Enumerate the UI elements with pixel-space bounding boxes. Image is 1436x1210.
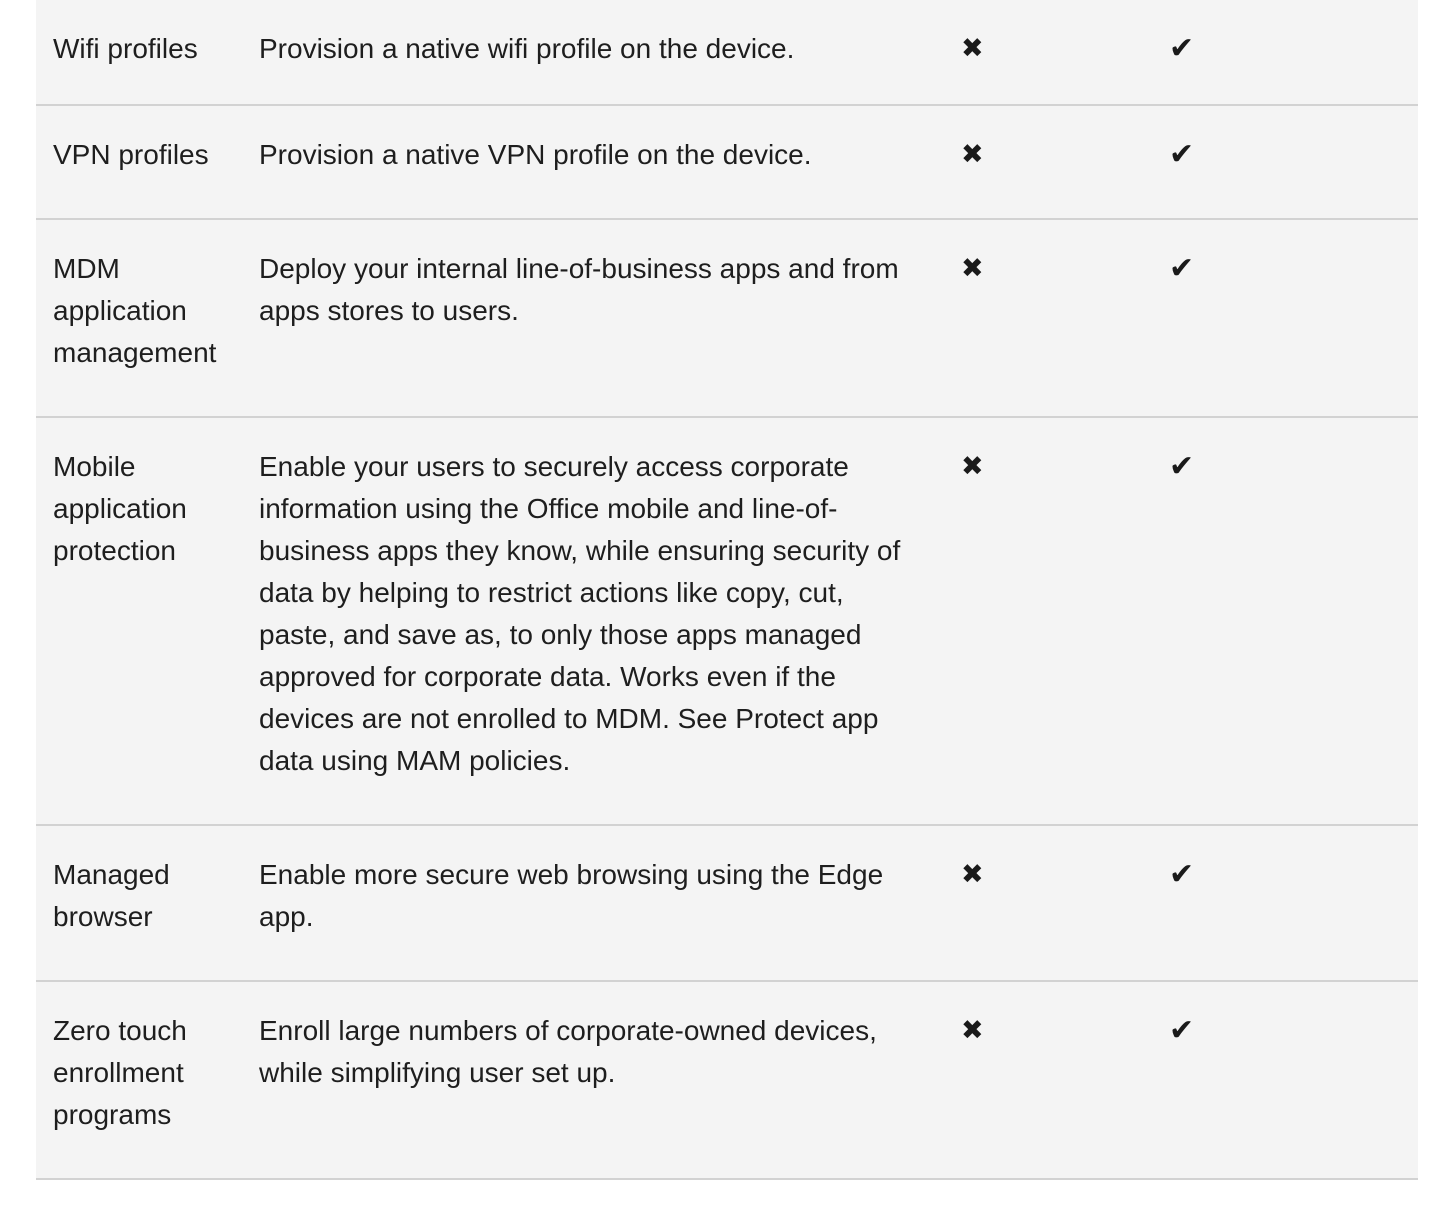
check-icon: ✔ bbox=[1169, 449, 1195, 484]
feature-name: Managed browser bbox=[53, 859, 170, 932]
feature-description: Provision a native VPN profile on the device. bbox=[259, 139, 812, 170]
feature-name: MDM application management bbox=[53, 253, 217, 368]
feature-description: Enroll large numbers of corporate-owned devices, while simplifying user set up. bbox=[259, 1015, 877, 1088]
feature-description: Enable more secure web browsing using the Edge app. bbox=[259, 859, 884, 932]
check-icon: ✔ bbox=[1169, 1013, 1195, 1048]
feature-name: Mobile application protection bbox=[53, 451, 187, 566]
feature-comparison-table bbox=[36, 0, 1418, 1180]
table-row bbox=[36, 982, 1418, 1180]
cross-icon: ✖ bbox=[961, 859, 984, 890]
feature-description: Provision a native wifi profile on the device. bbox=[259, 33, 795, 64]
feature-description: Deploy your internal line-of-business apps and from apps stores to users. bbox=[259, 253, 899, 326]
table-row bbox=[36, 220, 1418, 418]
cross-icon: ✖ bbox=[961, 1015, 984, 1046]
table-row bbox=[36, 106, 1418, 220]
cross-icon: ✖ bbox=[961, 451, 984, 482]
table-row bbox=[36, 418, 1418, 826]
table-row bbox=[36, 0, 1418, 106]
check-icon: ✔ bbox=[1169, 137, 1195, 172]
cross-icon: ✖ bbox=[961, 253, 984, 284]
check-icon: ✔ bbox=[1169, 857, 1195, 892]
cross-icon: ✖ bbox=[961, 139, 984, 170]
check-icon: ✔ bbox=[1169, 31, 1195, 66]
feature-name: Zero touch enrollment programs bbox=[53, 1015, 187, 1130]
feature-name: Wifi profiles bbox=[53, 33, 198, 64]
table-row bbox=[36, 826, 1418, 982]
feature-description: Enable your users to securely access corporate information using the Office mobile and line-of-business apps they know, while ensuring security of data by helping to restrict actions like copy, cut, paste, and save as, to only those apps managed approved for corporate data. Works even if the devices are not enrolled to MDM. See Protect app data using MAM policies. bbox=[259, 451, 901, 776]
feature-name: VPN profiles bbox=[53, 139, 209, 170]
cross-icon: ✖ bbox=[961, 33, 984, 64]
check-icon: ✔ bbox=[1169, 251, 1195, 286]
